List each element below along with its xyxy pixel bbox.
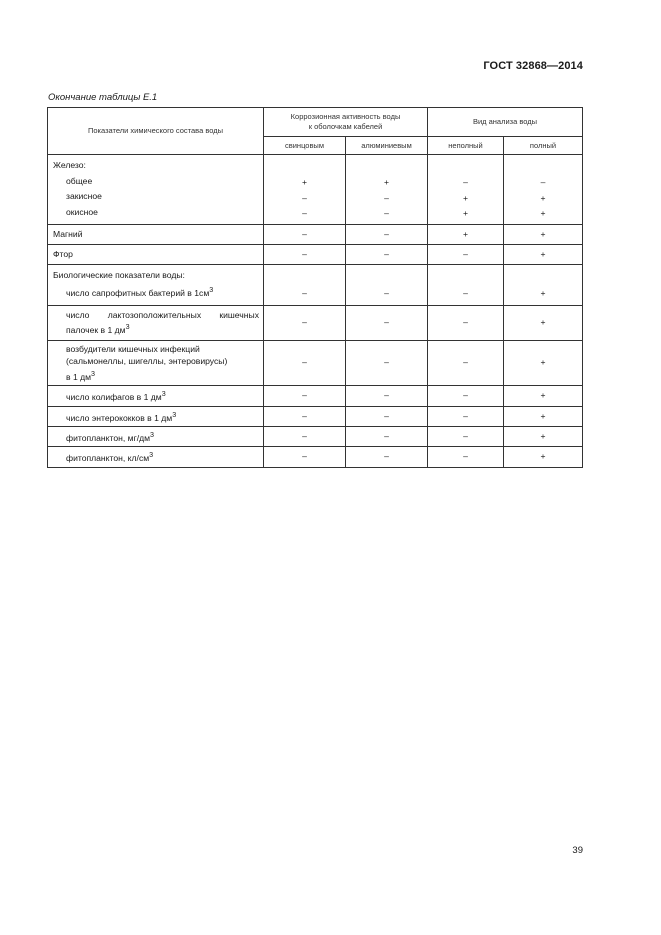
cell-value: –	[264, 225, 346, 245]
label-text: число энтерококков в 1 дм	[66, 412, 173, 423]
cell-value: –	[384, 192, 389, 203]
iron-lead-cell	[264, 155, 346, 225]
label-text: число сапрофитных бактерий в 1см	[66, 287, 210, 298]
cell-value: +	[504, 340, 583, 385]
cell-value: +	[504, 265, 583, 306]
pathogens-line1: возбудители кишечных инфекций	[66, 343, 200, 354]
label-text: число колифагов в 1 дм	[66, 392, 162, 403]
cell-value: –	[346, 245, 428, 265]
label-text: фитопланктон, мг/дм	[66, 432, 151, 443]
superscript: 3	[91, 369, 96, 378]
row-label	[48, 447, 264, 467]
iron-label: Железо:	[53, 160, 86, 170]
superscript: 3	[161, 390, 166, 399]
header-indicators: Показатели химического состава воды	[48, 108, 264, 155]
cell-value: –	[302, 208, 307, 219]
cell-value: –	[384, 208, 389, 219]
cell-value: –	[264, 426, 346, 446]
cell-value: –	[264, 305, 346, 340]
header-row-1	[48, 108, 583, 137]
cell-value: –	[302, 192, 307, 203]
cell-value: +	[383, 177, 390, 188]
cell-value: –	[346, 386, 428, 406]
superscript: 3	[209, 286, 214, 294]
cell-value: +	[462, 208, 469, 219]
table-row-phytoplankton-cells	[48, 447, 583, 467]
superscript: 3	[149, 451, 154, 460]
row-label	[48, 406, 264, 426]
row-label	[48, 265, 264, 306]
superscript: 3	[150, 430, 155, 439]
table-row-enterococci	[48, 406, 583, 426]
iron-ferric: окисное	[66, 206, 98, 217]
header-corrosion	[264, 108, 428, 137]
row-label	[48, 426, 264, 446]
header-corrosion-line1: Коррозионная активность воды	[290, 112, 401, 121]
table-row-bio	[48, 265, 583, 306]
cell-value: –	[428, 245, 504, 265]
row-label	[48, 340, 264, 385]
cell-value: –	[428, 265, 504, 306]
cell-value: –	[428, 406, 504, 426]
cell-value: +	[504, 426, 583, 446]
cell-value: +	[504, 386, 583, 406]
water-analysis-table	[47, 107, 583, 468]
cell-value: –	[264, 386, 346, 406]
cell-value: –	[264, 340, 346, 385]
header-lead: свинцовым	[264, 137, 346, 155]
cell-value: –	[346, 426, 428, 446]
lacto-line1: число лактозоположительных кишечных	[66, 309, 259, 320]
bio-label: Биологические показатели воды:	[53, 270, 185, 280]
superscript: 3	[172, 410, 177, 419]
header-full: полный	[504, 137, 583, 155]
cell-value: +	[504, 225, 583, 245]
pathogens-line3	[66, 368, 259, 383]
row-label: Магний	[48, 225, 264, 245]
lacto-line2	[66, 321, 259, 336]
bio-saprophytes	[53, 283, 259, 301]
table-row-lacto	[48, 305, 583, 340]
iron-ferrous: закисное	[66, 191, 102, 201]
superscript: 3	[125, 323, 130, 332]
table-row-magnesium	[48, 225, 583, 245]
page-number: 39	[572, 845, 583, 856]
table-row-coliphages	[48, 386, 583, 406]
cell-value: –	[428, 447, 504, 467]
cell-value: +	[504, 406, 583, 426]
cell-value: –	[540, 177, 546, 188]
cell-value: +	[540, 208, 546, 219]
cell-value: –	[346, 265, 428, 306]
row-label	[48, 155, 264, 225]
cell-value: –	[346, 225, 428, 245]
cell-value: +	[504, 447, 583, 467]
iron-partial-cell	[428, 155, 504, 225]
table-row-phytoplankton-mg	[48, 426, 583, 446]
iron-full-cell	[504, 155, 583, 225]
cell-value: –	[264, 406, 346, 426]
label-text: фитопланктон, кл/см	[66, 453, 150, 464]
header-partial: неполный	[428, 137, 504, 155]
iron-total: общее	[66, 175, 93, 186]
header-aluminium: алюминиевым	[346, 137, 428, 155]
cell-value: +	[462, 192, 469, 203]
iron-aluminium-cell	[346, 155, 428, 225]
table-row-pathogens	[48, 340, 583, 385]
cell-value: –	[264, 447, 346, 467]
header-analysis: Вид анализа воды	[428, 108, 583, 137]
table-row-fluorine	[48, 245, 583, 265]
table-caption: Окончание таблицы Е.1	[48, 92, 158, 103]
row-label	[48, 305, 264, 340]
cell-value: +	[301, 177, 308, 188]
header-corrosion-line2: к оболочкам кабелей	[308, 122, 383, 131]
cell-value: +	[504, 305, 583, 340]
cell-value: –	[264, 245, 346, 265]
cell-value: –	[346, 305, 428, 340]
row-label	[48, 386, 264, 406]
label-text: палочек в 1 дм	[66, 325, 126, 336]
cell-value: –	[428, 426, 504, 446]
table-row-iron	[48, 155, 583, 225]
cell-value: +	[540, 192, 546, 203]
standard-code: ГОСТ 32868—2014	[483, 60, 583, 72]
cell-value: –	[346, 340, 428, 385]
cell-value: +	[504, 245, 583, 265]
cell-value: –	[463, 177, 468, 188]
cell-value: –	[428, 305, 504, 340]
cell-value: –	[428, 340, 504, 385]
cell-value: –	[346, 406, 428, 426]
cell-value: –	[428, 386, 504, 406]
pathogens-line2: (сальмонеллы, шигеллы, энтеровирусы)	[66, 356, 228, 367]
row-label: Фтор	[48, 245, 264, 265]
cell-value: +	[428, 225, 504, 245]
cell-value: –	[346, 447, 428, 467]
label-text: в 1 дм	[66, 371, 92, 382]
cell-value: –	[264, 265, 346, 306]
